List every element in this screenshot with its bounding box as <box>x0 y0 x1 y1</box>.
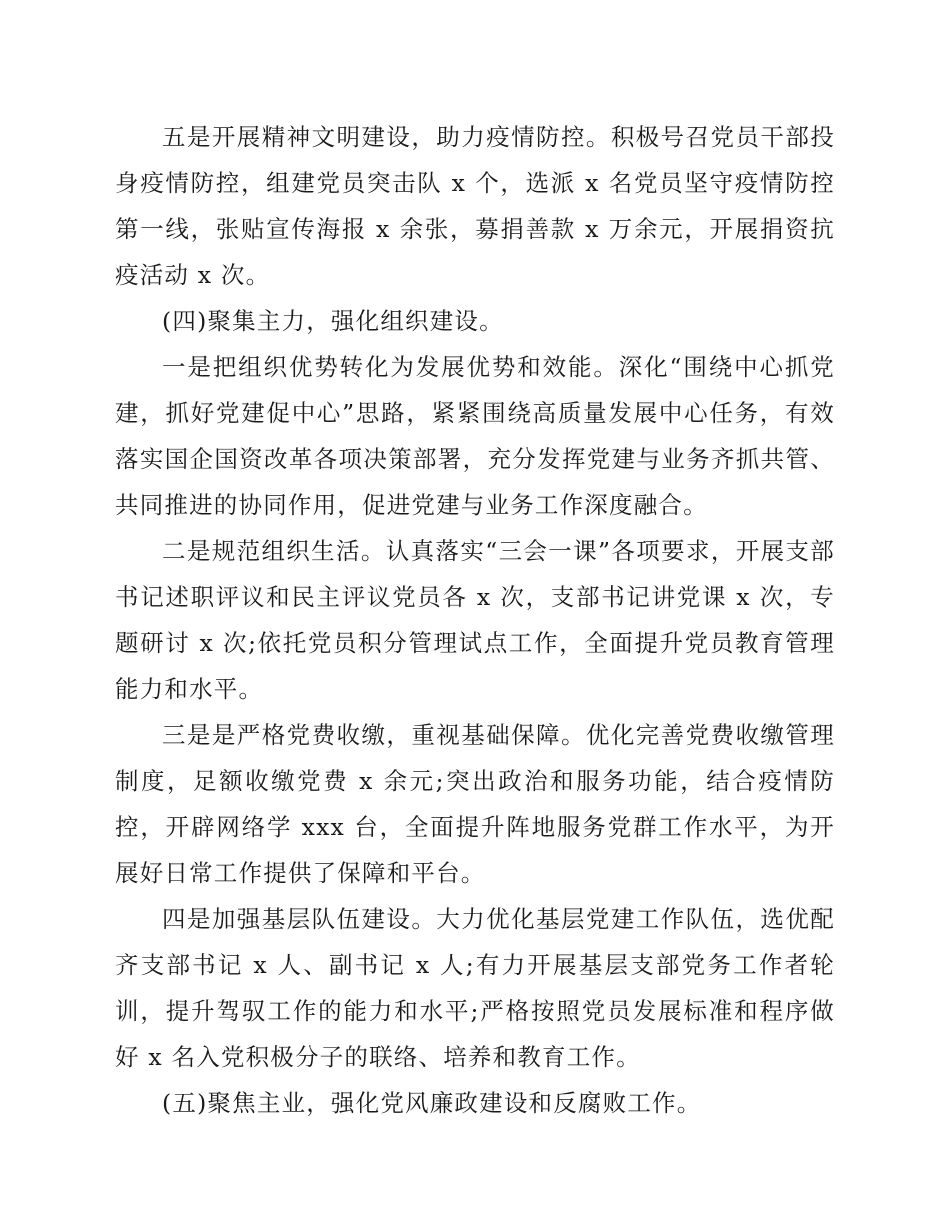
paragraph-organization-life: 二是规范组织生活。认真落实“三会一课”各项要求，开展支部书记述职评议和民主评议党员各 x 次，支部书记讲党课 x 次，专题研讨 x 次;依托党员积分管理试点工作，全面提升党员教育管理能力和水平。 <box>115 537 835 703</box>
paragraph-spiritual-civilization: 五是开展精神文明建设，助力疫情防控。积极号召党员干部投身疫情防控，组建党员突击队 x 个，选派 x 名党员坚守疫情防控第一线，张贴宣传海报 x 余张，募捐善款 x 万余元，开展捐资抗疫活动 x 次。 <box>115 123 835 289</box>
section-heading-integrity: (五)聚焦主业，强化党风廉政建设和反腐败工作。 <box>162 1089 702 1117</box>
paragraph-grassroots-team: 四是加强基层队伍建设。大力优化基层党建工作队伍，选优配齐支部书记 x 人、副书记 x 人;有力开展基层支部党务工作者轮训，提升驾驭工作的能力和水平;严格按照党员发展标准和程序做好 x 名入党积极分子的联络、培养和教育工作。 <box>115 905 835 1071</box>
paragraph-party-dues: 三是是严格党费收缴，重视基础保障。优化完善党费收缴管理制度，足额收缴党费 x 余元;突出政治和服务功能，结合疫情防控，开辟网络学 xxx 台，全面提升阵地服务党群工作水平，为开展好日常工作提供了保障和平台。 <box>115 721 835 887</box>
section-heading-organization: (四)聚集主力，强化组织建设。 <box>162 307 504 335</box>
document-body <box>115 114 835 1126</box>
paragraph-organization-advantage: 一是把组织优势转化为发展优势和效能。深化“围绕中心抓党建，抓好党建促中心”思路，紧紧围绕高质量发展中心任务，有效落实国企国资改革各项决策部署，充分发挥党建与业务齐抓共管、共同推进的协同作用，促进党建与业务工作深度融合。 <box>115 353 835 519</box>
